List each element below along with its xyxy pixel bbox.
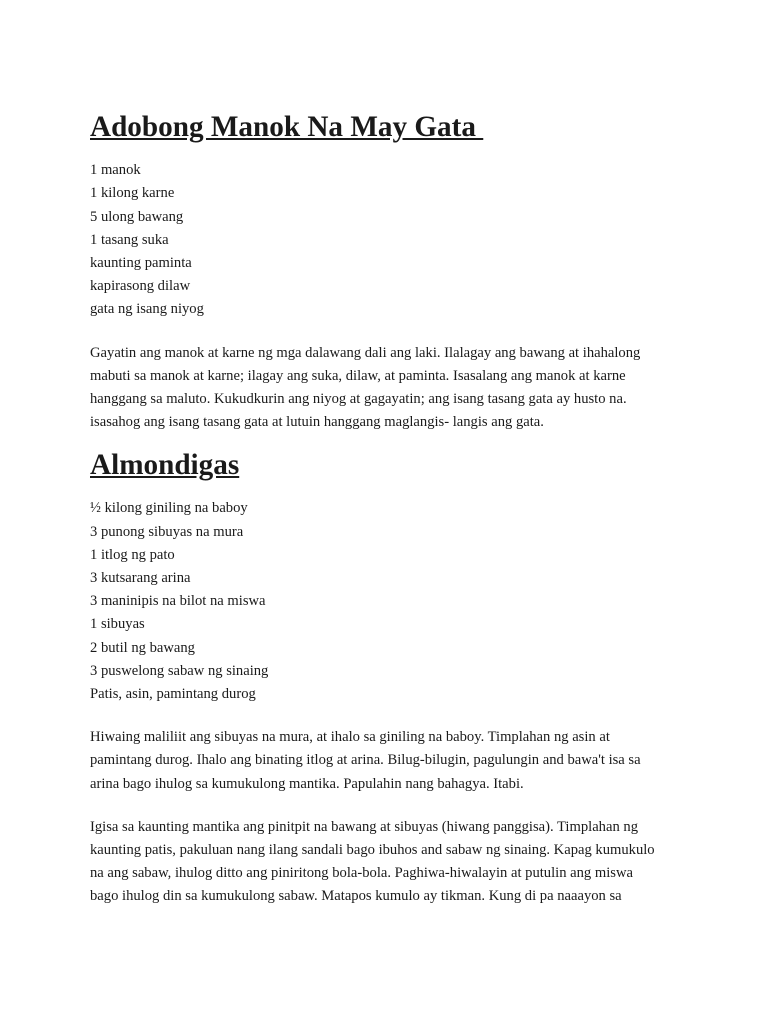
ingredient-item: 1 sibuyas	[90, 616, 145, 633]
instructions-paragraph	[90, 816, 680, 909]
ingredient-item: 3 punong sibuyas na mura	[90, 523, 244, 540]
paragraph-line: na ang sabaw, ihulog ditto ang piniritong bola-bola. Paghiwa-hiwalayin at putulin ang miswa	[90, 865, 633, 882]
ingredient-item: gata ng isang niyog	[90, 301, 204, 318]
ingredient-item: 3 puswelong sabaw ng sinaing	[90, 662, 269, 679]
paragraph-line: Igisa sa kaunting mantika ang pinitpit na bawang at sibuyas (hiwang panggisa). Timplahan ng	[90, 818, 638, 835]
paragraph-line: isasahog ang isang tasang gata at lutuin hanggang maglangis- langis ang gata.	[90, 414, 544, 431]
ingredient-item: 5 ulong bawang	[90, 208, 184, 225]
ingredient-item: 1 kilong karne	[90, 185, 175, 202]
ingredient-list	[90, 159, 680, 321]
recipe-title: Almondigas	[90, 449, 240, 482]
ingredient-item: 1 manok	[90, 162, 141, 179]
ingredient-item: Patis, asin, pamintang durog	[90, 685, 256, 702]
ingredient-item: 1 tasang suka	[90, 231, 169, 248]
ingredient-item: kaunting paminta	[90, 254, 192, 271]
recipe-title: Adobong Manok Na May Gata	[90, 111, 484, 143]
ingredient-item: 2 butil ng bawang	[90, 639, 195, 656]
recipe-almondigas	[90, 449, 680, 908]
paragraph-line: mabuti sa manok at karne; ilagay ang suka, dilaw, at paminta. Isasalang ang manok at karne	[90, 367, 626, 384]
document-page	[90, 111, 680, 908]
paragraph-line: Gayatin ang manok at karne ng mga dalawang dali ang laki. Ilalagay ang bawang at ihahalong	[90, 344, 641, 361]
paragraph-line: bago ihulog din sa kumukulong sabaw. Matapos kumulo ay tikman. Kung di pa naaayon sa	[90, 888, 622, 905]
instructions-paragraph	[90, 342, 680, 435]
paragraph-line: pamintang durog. Ihalo ang binating itlog at arina. Bilug-bilugin, pagulungin and bawa't isa sa	[90, 752, 641, 769]
paragraph-line: hanggang sa maluto. Kukudkurin ang niyog at gagayatin; ang isang tasang gata ay husto na.	[90, 390, 627, 407]
ingredient-item: 1 itlog ng pato	[90, 546, 175, 563]
paragraph-line: Hiwaing maliliit ang sibuyas na mura, at ihalo sa giniling na baboy. Timplahan ng asin at	[90, 729, 610, 746]
recipe-adobong-manok	[90, 111, 680, 434]
paragraph-line: arina bago ihulog sa kumukulong mantika. Papulahin nang bahagya. Itabi.	[90, 775, 524, 792]
ingredient-list	[90, 497, 680, 706]
ingredient-item: kapirasong dilaw	[90, 278, 191, 295]
ingredient-item: 3 kutsarang arina	[90, 570, 191, 586]
ingredient-item: 3 maninipis na bilot na miswa	[90, 593, 266, 610]
ingredient-item: ½ kilong giniling na baboy	[90, 500, 248, 517]
paragraph-line: kaunting patis, pakuluan nang ilang sandali bago ibuhos and sabaw ng sinaing. Kapag kumukulo	[90, 841, 655, 858]
instructions-paragraph	[90, 726, 680, 796]
